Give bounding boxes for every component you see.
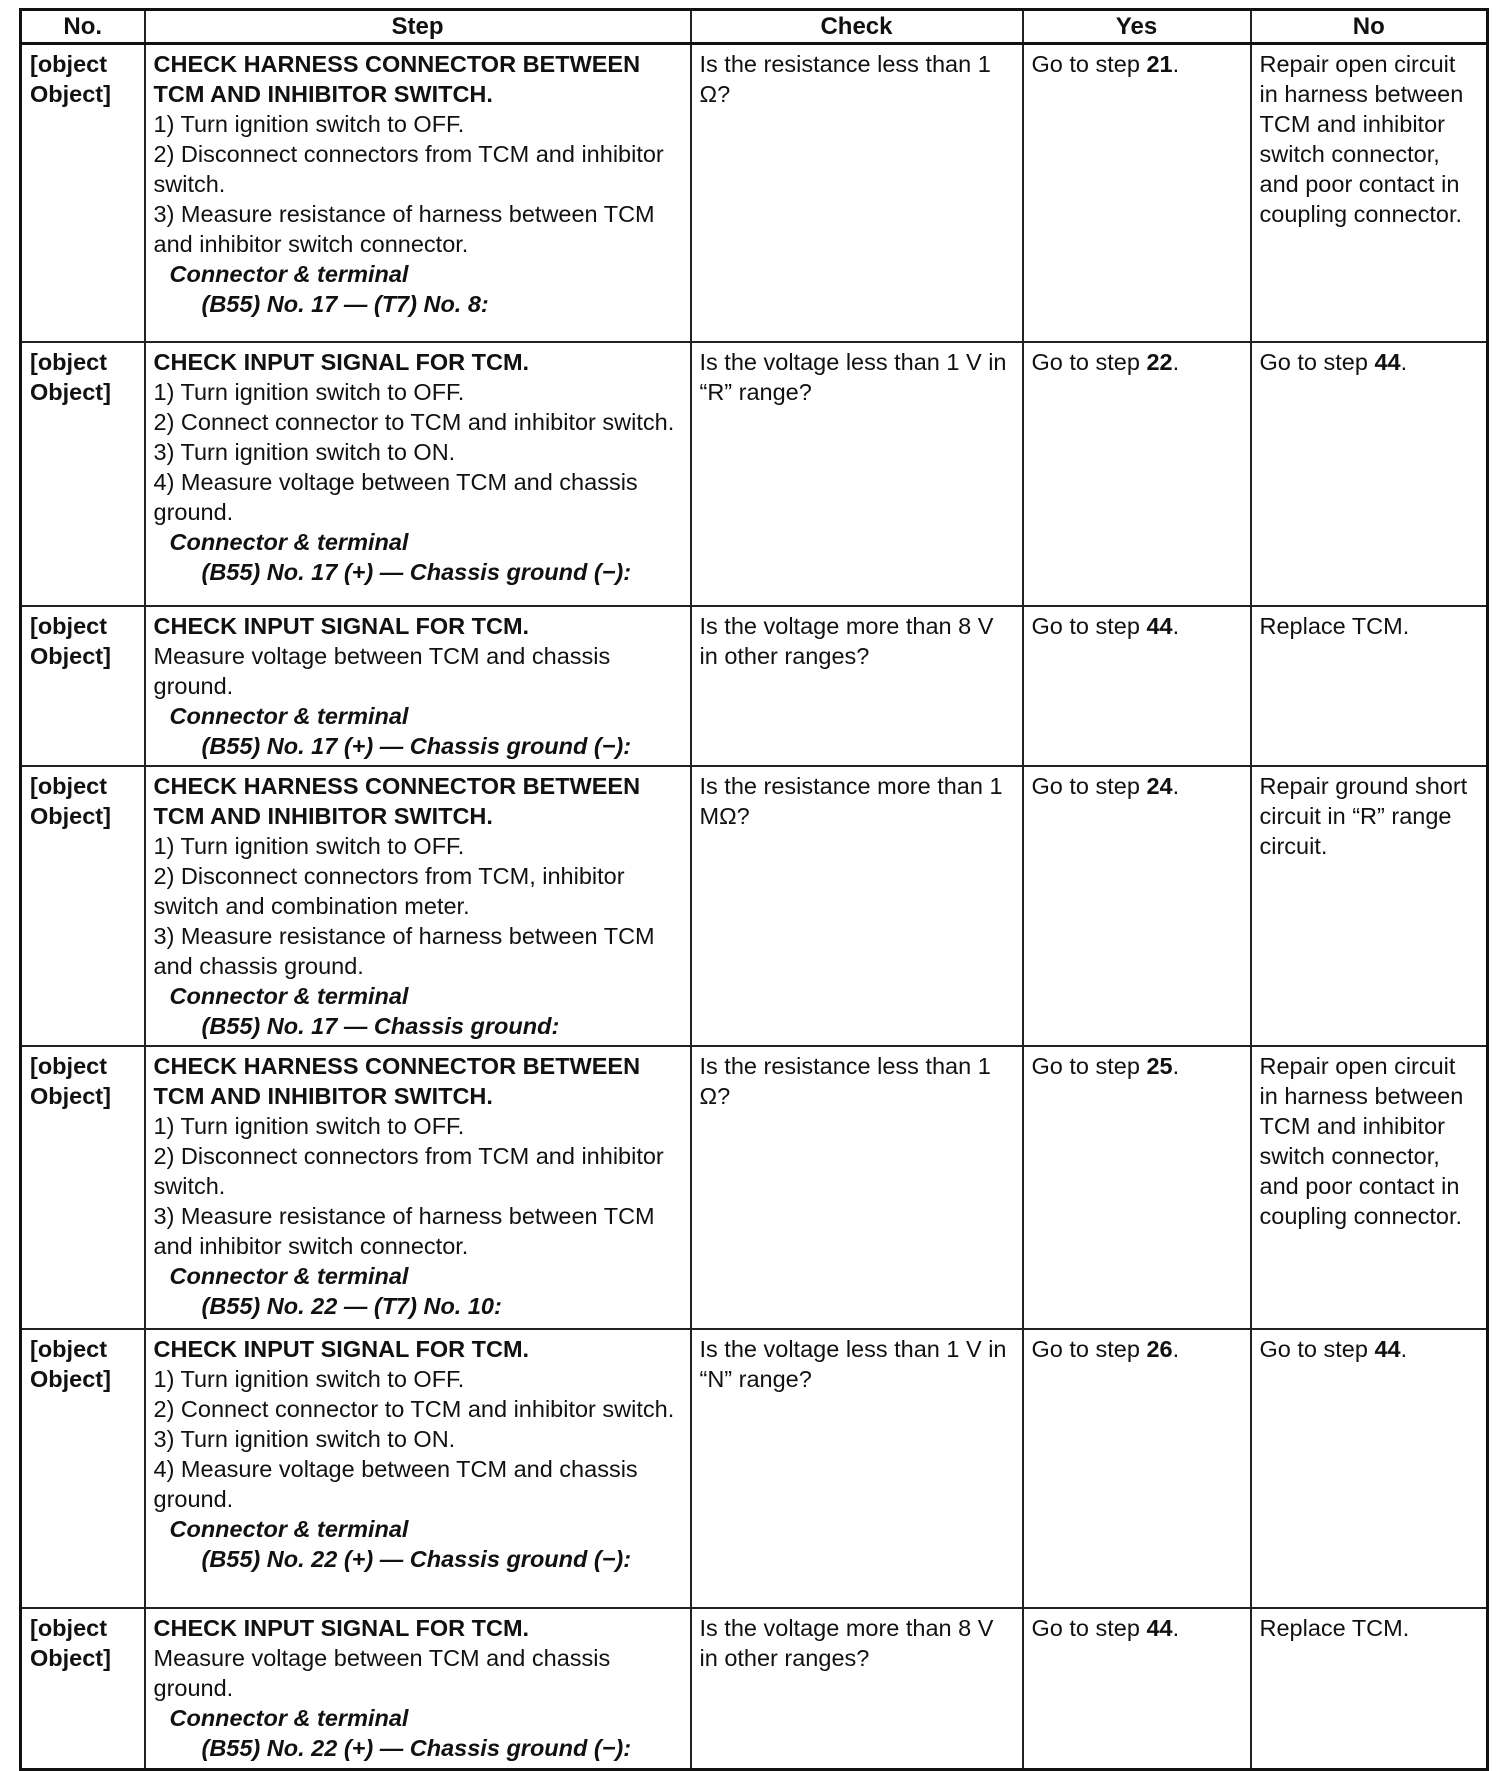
step-instruction: 3) Turn ignition switch to ON. — [153, 438, 456, 465]
check-cell: Is the voltage more than 8 V in other ranges? — [691, 606, 1023, 766]
goto-step-number: 25 — [1146, 1052, 1173, 1079]
step-number: [object Object] — [21, 606, 145, 766]
table-row — [21, 1329, 1488, 1608]
table-row — [21, 606, 1488, 766]
connector-terminal-value: (B55) No. 22 (+) — Chassis ground (−): — [201, 1734, 632, 1761]
table-row — [21, 342, 1488, 606]
yes-cell — [1023, 766, 1251, 1046]
no-cell — [1251, 1046, 1488, 1329]
goto-suffix: . — [1172, 348, 1180, 375]
no-cell — [1251, 342, 1488, 606]
table-row — [21, 44, 1488, 342]
goto-label: Go to step — [1031, 772, 1140, 799]
connector-terminal-value: (B55) No. 17 — Chassis ground: — [201, 1012, 560, 1039]
header-no-result: No — [1251, 10, 1488, 44]
step-number: [object Object] — [21, 1608, 145, 1770]
no-cell-text: Replace TCM. — [1259, 1614, 1410, 1641]
no-cell — [1251, 44, 1488, 342]
check-cell: Is the resistance more than 1 MΩ? — [691, 766, 1023, 1046]
connector-label: Connector & terminal — [169, 528, 409, 555]
step-title: CHECK INPUT SIGNAL FOR TCM. — [153, 1614, 530, 1641]
header-step: Step — [145, 10, 691, 44]
step-cell — [145, 606, 691, 766]
connector-terminal-value: (B55) No. 22 — (T7) No. 10: — [201, 1292, 502, 1319]
table-row — [21, 1046, 1488, 1329]
yes-cell — [1023, 342, 1251, 606]
step-instruction: Measure voltage between TCM and chassis ground. — [153, 1644, 611, 1701]
header-check: Check — [691, 10, 1023, 44]
goto-label: Go to step — [1031, 1335, 1140, 1362]
step-cell — [145, 44, 691, 342]
step-instruction: 3) Turn ignition switch to ON. — [153, 1425, 456, 1452]
step-cell — [145, 1046, 691, 1329]
step-instruction: 1) Turn ignition switch to OFF. — [153, 111, 465, 137]
goto-suffix: . — [1172, 1052, 1180, 1079]
goto-step-number: 44 — [1374, 348, 1401, 375]
no-cell-text: Repair open circuit in harness between TCM and inhibitor switch connector, and poor contact in coupling connector. — [1259, 51, 1464, 227]
no-cell — [1251, 1329, 1488, 1608]
step-number: [object Object] — [21, 342, 145, 606]
connector-terminal-value: (B55) No. 17 — (T7) No. 8: — [201, 291, 489, 317]
step-instruction: 3) Measure resistance of harness between TCM and chassis ground. — [153, 922, 655, 979]
goto-step-number: 22 — [1146, 348, 1173, 375]
step-instruction: 1) Turn ignition switch to OFF. — [153, 1112, 465, 1139]
step-title: CHECK INPUT SIGNAL FOR TCM. — [153, 612, 530, 639]
table-row — [21, 1608, 1488, 1770]
connector-label: Connector & terminal — [169, 1704, 409, 1731]
check-cell: Is the voltage less than 1 V in “R” range? — [691, 342, 1023, 606]
step-instruction: 2) Disconnect connectors from TCM and inhibitor switch. — [153, 141, 664, 197]
goto-label: Go to step — [1259, 1335, 1368, 1362]
step-cell — [145, 766, 691, 1046]
step-instruction: 3) Measure resistance of harness between TCM and inhibitor switch connector. — [153, 201, 655, 257]
goto-label: Go to step — [1031, 1052, 1140, 1079]
no-cell-text: Replace TCM. — [1259, 612, 1410, 639]
step-cell — [145, 1329, 691, 1608]
step-number: [object Object] — [21, 1329, 145, 1608]
step-instruction: 1) Turn ignition switch to OFF. — [153, 832, 465, 859]
goto-step-number: 21 — [1146, 51, 1173, 77]
header-yes: Yes — [1023, 10, 1251, 44]
no-cell-text: Repair open circuit in harness between TCM and inhibitor switch connector, and poor contact in coupling connector. — [1259, 1052, 1464, 1229]
step-instruction: Measure voltage between TCM and chassis ground. — [153, 642, 611, 699]
yes-cell — [1023, 606, 1251, 766]
no-cell — [1251, 606, 1488, 766]
step-instruction: 2) Connect connector to TCM and inhibitor switch. — [153, 408, 675, 435]
connector-label: Connector & terminal — [169, 982, 409, 1009]
step-instruction: 1) Turn ignition switch to OFF. — [153, 1365, 465, 1392]
goto-step-number: 26 — [1146, 1335, 1173, 1362]
check-cell: Is the voltage more than 8 V in other ranges? — [691, 1608, 1023, 1770]
table-row — [21, 766, 1488, 1046]
check-cell: Is the resistance less than 1 Ω? — [691, 44, 1023, 342]
connector-label: Connector & terminal — [169, 1262, 409, 1289]
goto-step-number: 24 — [1146, 772, 1173, 799]
table-body — [21, 44, 1488, 1770]
goto-step-number: 44 — [1146, 1614, 1173, 1641]
step-title: CHECK INPUT SIGNAL FOR TCM. — [153, 1335, 530, 1362]
header-row — [21, 10, 1488, 44]
yes-cell — [1023, 44, 1251, 342]
goto-suffix: . — [1172, 772, 1180, 799]
no-cell — [1251, 766, 1488, 1046]
step-cell — [145, 342, 691, 606]
step-cell — [145, 1608, 691, 1770]
goto-step-number: 44 — [1146, 612, 1173, 639]
no-cell-text: Repair ground short circuit in “R” range circuit. — [1259, 772, 1468, 859]
step-instruction: 4) Measure voltage between TCM and chassis ground. — [153, 1455, 638, 1512]
goto-label: Go to step — [1259, 348, 1368, 375]
connector-label: Connector & terminal — [169, 1515, 409, 1542]
yes-cell — [1023, 1608, 1251, 1770]
yes-cell — [1023, 1329, 1251, 1608]
goto-label: Go to step — [1031, 612, 1140, 639]
step-number: [object Object] — [21, 766, 145, 1046]
goto-suffix: . — [1172, 1614, 1180, 1641]
goto-suffix: . — [1172, 612, 1180, 639]
header-no: No. — [21, 10, 145, 44]
step-number: [object Object] — [21, 44, 145, 342]
step-number: [object Object] — [21, 1046, 145, 1329]
step-title: CHECK HARNESS CONNECTOR BETWEEN TCM AND INHIBITOR SWITCH. — [153, 772, 641, 829]
step-instruction: 3) Measure resistance of harness between TCM and inhibitor switch connector. — [153, 1202, 655, 1259]
goto-suffix: . — [1172, 1335, 1180, 1362]
goto-suffix: . — [1400, 348, 1408, 375]
step-instruction: 1) Turn ignition switch to OFF. — [153, 378, 465, 405]
connector-terminal-value: (B55) No. 17 (+) — Chassis ground (−): — [201, 732, 632, 759]
connector-terminal-value: (B55) No. 17 (+) — Chassis ground (−): — [201, 558, 632, 585]
goto-label: Go to step — [1031, 1614, 1140, 1641]
step-title: CHECK INPUT SIGNAL FOR TCM. — [153, 348, 530, 375]
step-title: CHECK HARNESS CONNECTOR BETWEEN TCM AND INHIBITOR SWITCH. — [153, 1052, 641, 1109]
goto-suffix: . — [1172, 51, 1180, 77]
check-cell: Is the resistance less than 1 Ω? — [691, 1046, 1023, 1329]
step-instruction: 2) Connect connector to TCM and inhibitor switch. — [153, 1395, 675, 1422]
goto-label: Go to step — [1031, 51, 1140, 77]
goto-label: Go to step — [1031, 348, 1140, 375]
step-title: CHECK HARNESS CONNECTOR BETWEEN TCM AND INHIBITOR SWITCH. — [153, 51, 641, 107]
connector-label: Connector & terminal — [169, 261, 409, 287]
connector-terminal-value: (B55) No. 22 (+) — Chassis ground (−): — [201, 1545, 632, 1572]
check-cell: Is the voltage less than 1 V in “N” range? — [691, 1329, 1023, 1608]
goto-suffix: . — [1400, 1335, 1408, 1362]
no-cell — [1251, 1608, 1488, 1770]
connector-label: Connector & terminal — [169, 702, 409, 729]
step-instruction: 4) Measure voltage between TCM and chassis ground. — [153, 468, 638, 525]
diagnostic-table — [19, 8, 1489, 1771]
goto-step-number: 44 — [1374, 1335, 1401, 1362]
yes-cell — [1023, 1046, 1251, 1329]
step-instruction: 2) Disconnect connectors from TCM, inhibitor switch and combination meter. — [153, 862, 625, 919]
step-instruction: 2) Disconnect connectors from TCM and inhibitor switch. — [153, 1142, 664, 1199]
